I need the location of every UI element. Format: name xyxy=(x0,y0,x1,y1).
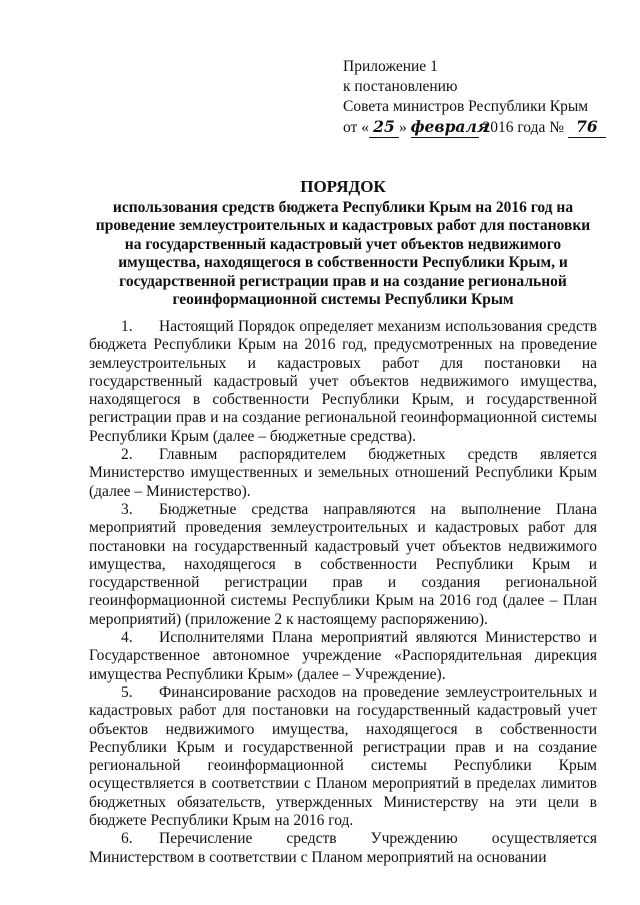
paragraph xyxy=(89,318,597,446)
paragraph-number: 2. xyxy=(121,446,133,464)
handwritten-day: 25 xyxy=(369,117,399,138)
appendix-line-2: к постановлению xyxy=(343,78,458,95)
document-title: ПОРЯДОК xyxy=(300,177,386,196)
paragraph xyxy=(89,501,597,629)
paragraph-text: Настоящий Порядок определяет механизм использования средств бюджета Республики Крым на 2016 год, предусмотренных на проведение землеустроительных и кадастровых работ для постановки на государственный кадастровый учет объектов недвижимого имущества, находящегося в собственности Республики Крым, и государственной регистрации прав и на создание региональной геоинформационной системы Республики Крым (далее – бюджетные средства). xyxy=(89,318,597,445)
paragraph-number: 1. xyxy=(121,318,133,335)
date-quote-close: » xyxy=(398,119,407,136)
paragraph-text: Главным распорядителем бюджетных средств является Министерство имущественных и земельных отношений Республики Крым (далее – Министерство). xyxy=(89,446,597,500)
paragraph-number: 5. xyxy=(121,683,133,701)
paragraph-text: Перечисление средств Учреждению осуществляется Министерством в соответствии с Планом мероприятий на основании xyxy=(89,830,597,866)
document-body xyxy=(89,318,597,867)
appendix-header xyxy=(343,57,606,138)
document-subtitle: использования средств бюджета Республики Крым на 2016 год на проведение землеустроительных и кадастровых работ для постановки на государственный кадастровый учет объектов недвижимого имущества, находящегося в собственности Республики Крым, и государственной регистрации прав и на создание региональной геоинформационной системы Республики Крым xyxy=(95,198,591,308)
handwritten-number: 76 xyxy=(568,117,606,138)
handwritten-month: февраля xyxy=(410,117,490,136)
date-prefix: от « xyxy=(343,119,369,136)
paragraph xyxy=(89,629,597,684)
paragraph-number: 3. xyxy=(121,500,133,518)
paragraph xyxy=(89,830,597,867)
paragraph-text: Исполнителями Плана мероприятий являются Министерство и Государственное автономное учреждение «Распорядительная дирекция имущества Республики Крым» (далее – Учреждение). xyxy=(89,629,597,683)
appendix-line-1: Приложение 1 xyxy=(343,58,438,75)
paragraph-number: 4. xyxy=(121,629,133,647)
paragraph-text: Финансирование расходов на проведение землеустроительных и кадастровых работ для постановки на государственный кадастровый учет объектов недвижимого имущества, находящегося в собственности Республики Крым и государственной регистрации прав и на создание региональной геоинформационной системы Республики Крым осуществляется в соответствии с Планом мероприятий в пределах лимитов бюджетных обязательств, утвержденных Министерству на эти цели в бюджете Республики Крым на 2016 год. xyxy=(89,683,597,830)
appendix-date-line xyxy=(343,117,606,138)
paragraph-text: Бюджетные средства направляются на выполнение Плана мероприятий проведения землеустроительных и кадастровых работ для постановки на государственный кадастровый учет объектов недвижимого имущества, находящегося в собственности Республики Крым и государственной регистрации прав и создания региональной геоинформационной системы Республики Крым на 2016 год (далее – План мероприятий) (приложение 2 к настоящему распоряжению). xyxy=(89,500,597,628)
paragraph-number: 6. xyxy=(121,830,133,848)
paragraph xyxy=(89,446,597,501)
paragraph xyxy=(89,684,597,830)
year-text: 2016 года № xyxy=(482,119,565,136)
appendix-line-3: Совета министров Республики Крым xyxy=(343,98,589,115)
document-title-block xyxy=(88,178,598,310)
